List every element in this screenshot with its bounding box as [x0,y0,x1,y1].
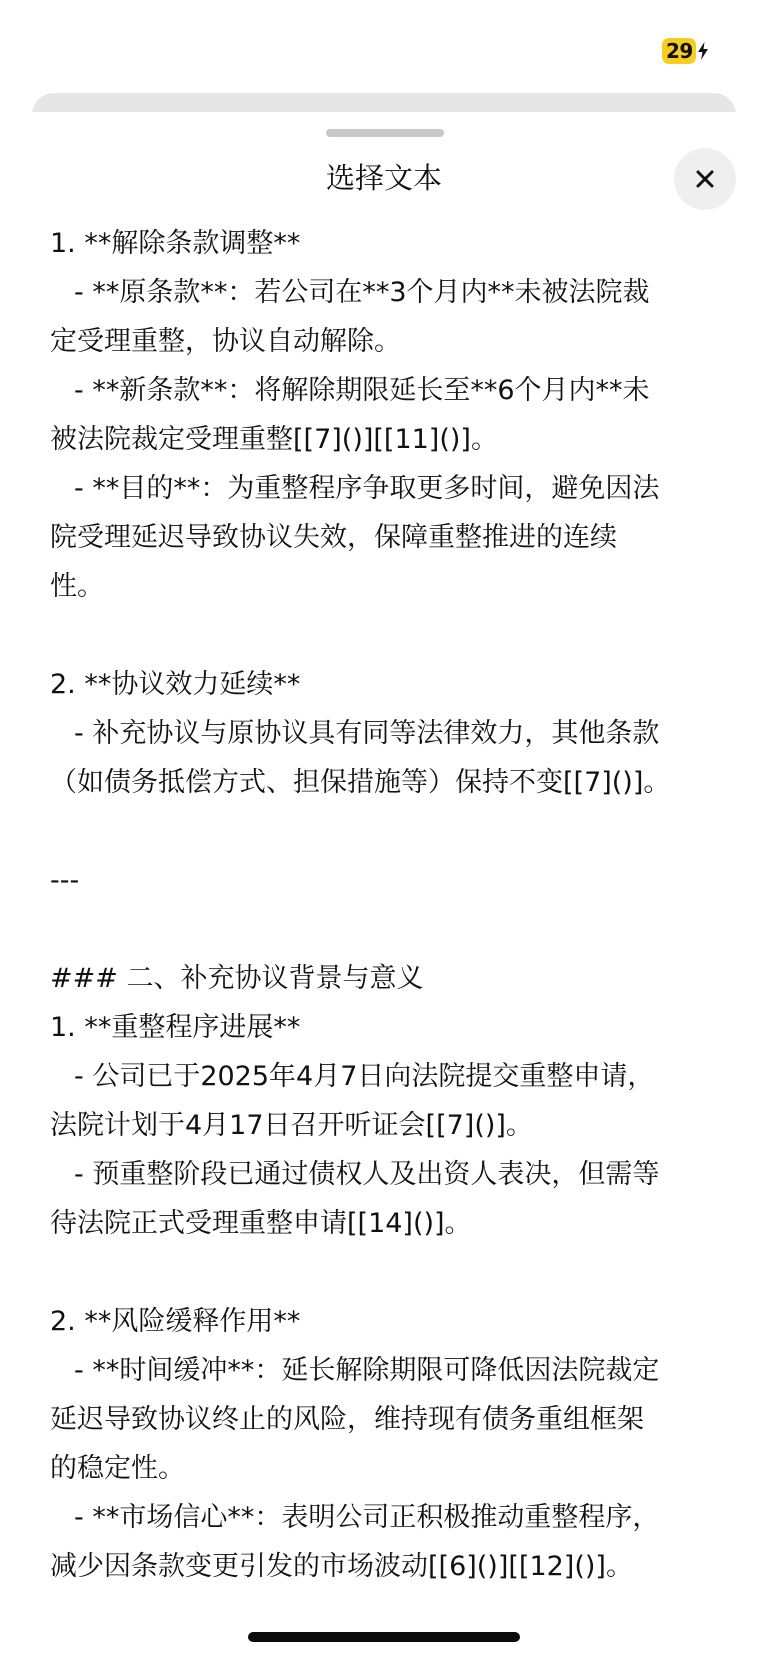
home-indicator[interactable] [248,1632,520,1642]
text-line [50,611,730,660]
text-line: - 预重整阶段已通过债权人及出资人表决，但需等 [74,1159,660,1190]
text-line [50,905,730,954]
text-line: （如债务抵偿方式、担保措施等）保持不变[[7]()]。 [50,767,671,798]
text-line: - **时间缓冲**：延长解除期限可降低因法院裁定 [74,1355,660,1386]
text-line [50,1248,730,1297]
text-line: 被法院裁定受理重整[[7]()][[11]()]。 [50,424,498,455]
text-line: - **原条款**：若公司在**3个月内**未被法院裁 [74,277,650,308]
text-line [50,807,730,856]
text-line: 2. **风险缓释作用** [50,1306,301,1337]
text-line: - 公司已于2025年4月7日向法院提交重整申请， [74,1061,655,1092]
text-line: ### 二、补充协议背景与意义 [50,963,424,994]
text-line: - **市场信心**：表明公司正积极推动重整程序， [74,1502,660,1533]
text-line: 性。 [50,571,104,602]
text-line: 院受理延迟导致协议失效，保障重整推进的连续 [50,522,617,553]
selectable-text-content[interactable] [50,219,730,1591]
text-line: 定受理重整，协议自动解除。 [50,326,401,357]
text-line: - **新条款**：将解除期限延长至**6个月内**未 [74,375,650,406]
text-line: - **目的**：为重整程序争取更多时间，避免因法 [74,473,660,504]
close-button[interactable] [674,148,736,210]
sheet-title: 选择文本 [325,161,442,195]
text-line: - 补充协议与原协议具有同等法律效力，其他条款 [74,718,660,749]
battery-level: 29 [662,38,696,64]
text-line: 待法院正式受理重整申请[[14]()]。 [50,1208,472,1239]
text-line: 1. **重整程序进展** [50,1012,301,1043]
battery-indicator [662,36,709,66]
text-line: 的稳定性。 [50,1453,185,1484]
text-line: --- [50,865,80,896]
close-icon [695,169,715,189]
text-line: 减少因条款变更引发的市场波动[[6]()][[12]()]。 [50,1551,633,1582]
text-line: 法院计划于4月17日召开听证会[[7]()]。 [50,1110,533,1141]
status-bar [0,0,768,90]
text-line: 延迟导致协议终止的风险，维持现有债务重组框架 [50,1404,644,1435]
charging-bolt-icon [697,42,709,60]
text-line: 1. **解除条款调整** [50,228,301,259]
sheet-grabber[interactable] [326,129,444,137]
text-line: 2. **协议效力延续** [50,669,301,700]
